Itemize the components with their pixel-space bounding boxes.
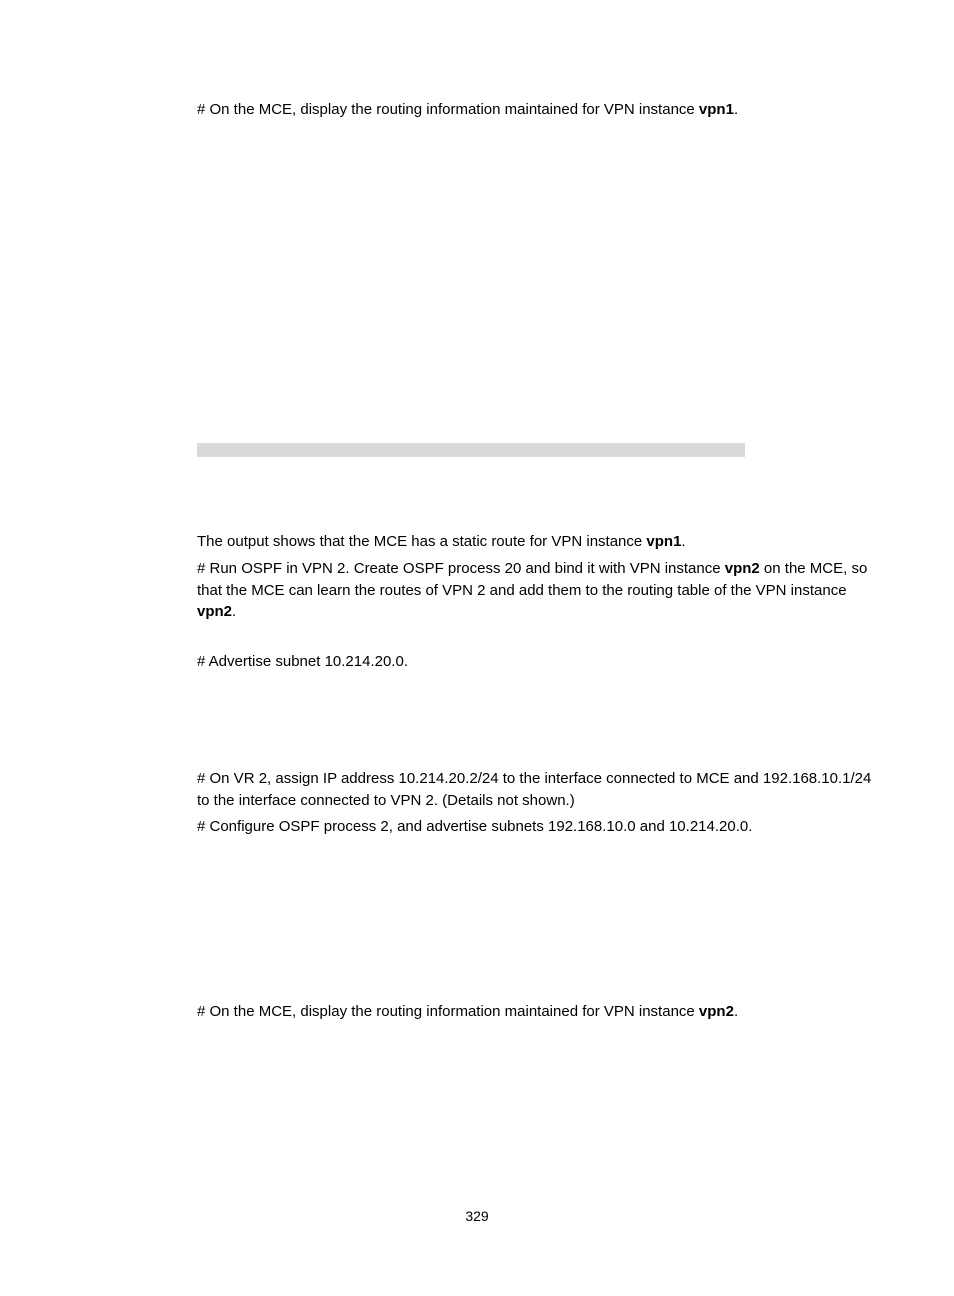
- paragraph-run-ospf-vpn2: # Run OSPF in VPN 2. Create OSPF process 20 and bind it with VPN instance vpn2 on the MCE, so that the MCE can learn the routes of VPN 2 and add them to the routing table of the VPN instance vpn2.: [197, 560, 868, 620]
- paragraph-output-vpn1: The output shows that the MCE has a static route for VPN instance vpn1.: [197, 533, 686, 550]
- paragraph-configure-ospf-process2: # Configure OSPF process 2, and advertise subnets 192.168.10.0 and 10.214.20.0.: [197, 818, 753, 835]
- paragraph-advertise-subnet: # Advertise subnet 10.214.20.0.: [197, 653, 408, 670]
- paragraph-display-vpn2: # On the MCE, display the routing information maintained for VPN instance vpn2.: [197, 1003, 739, 1020]
- paragraph-vr2-assign-ip: # On VR 2, assign IP address 10.214.20.2/24 to the interface connected to MCE and 192.168.10.1/24 to the interface connected to VPN 2. (Details not shown.): [197, 770, 872, 809]
- code-block-highlight-bar: [197, 443, 745, 457]
- paragraph-display-vpn1: # On the MCE, display the routing information maintained for VPN instance vpn1.: [197, 101, 739, 118]
- page-number: 329: [465, 1208, 489, 1224]
